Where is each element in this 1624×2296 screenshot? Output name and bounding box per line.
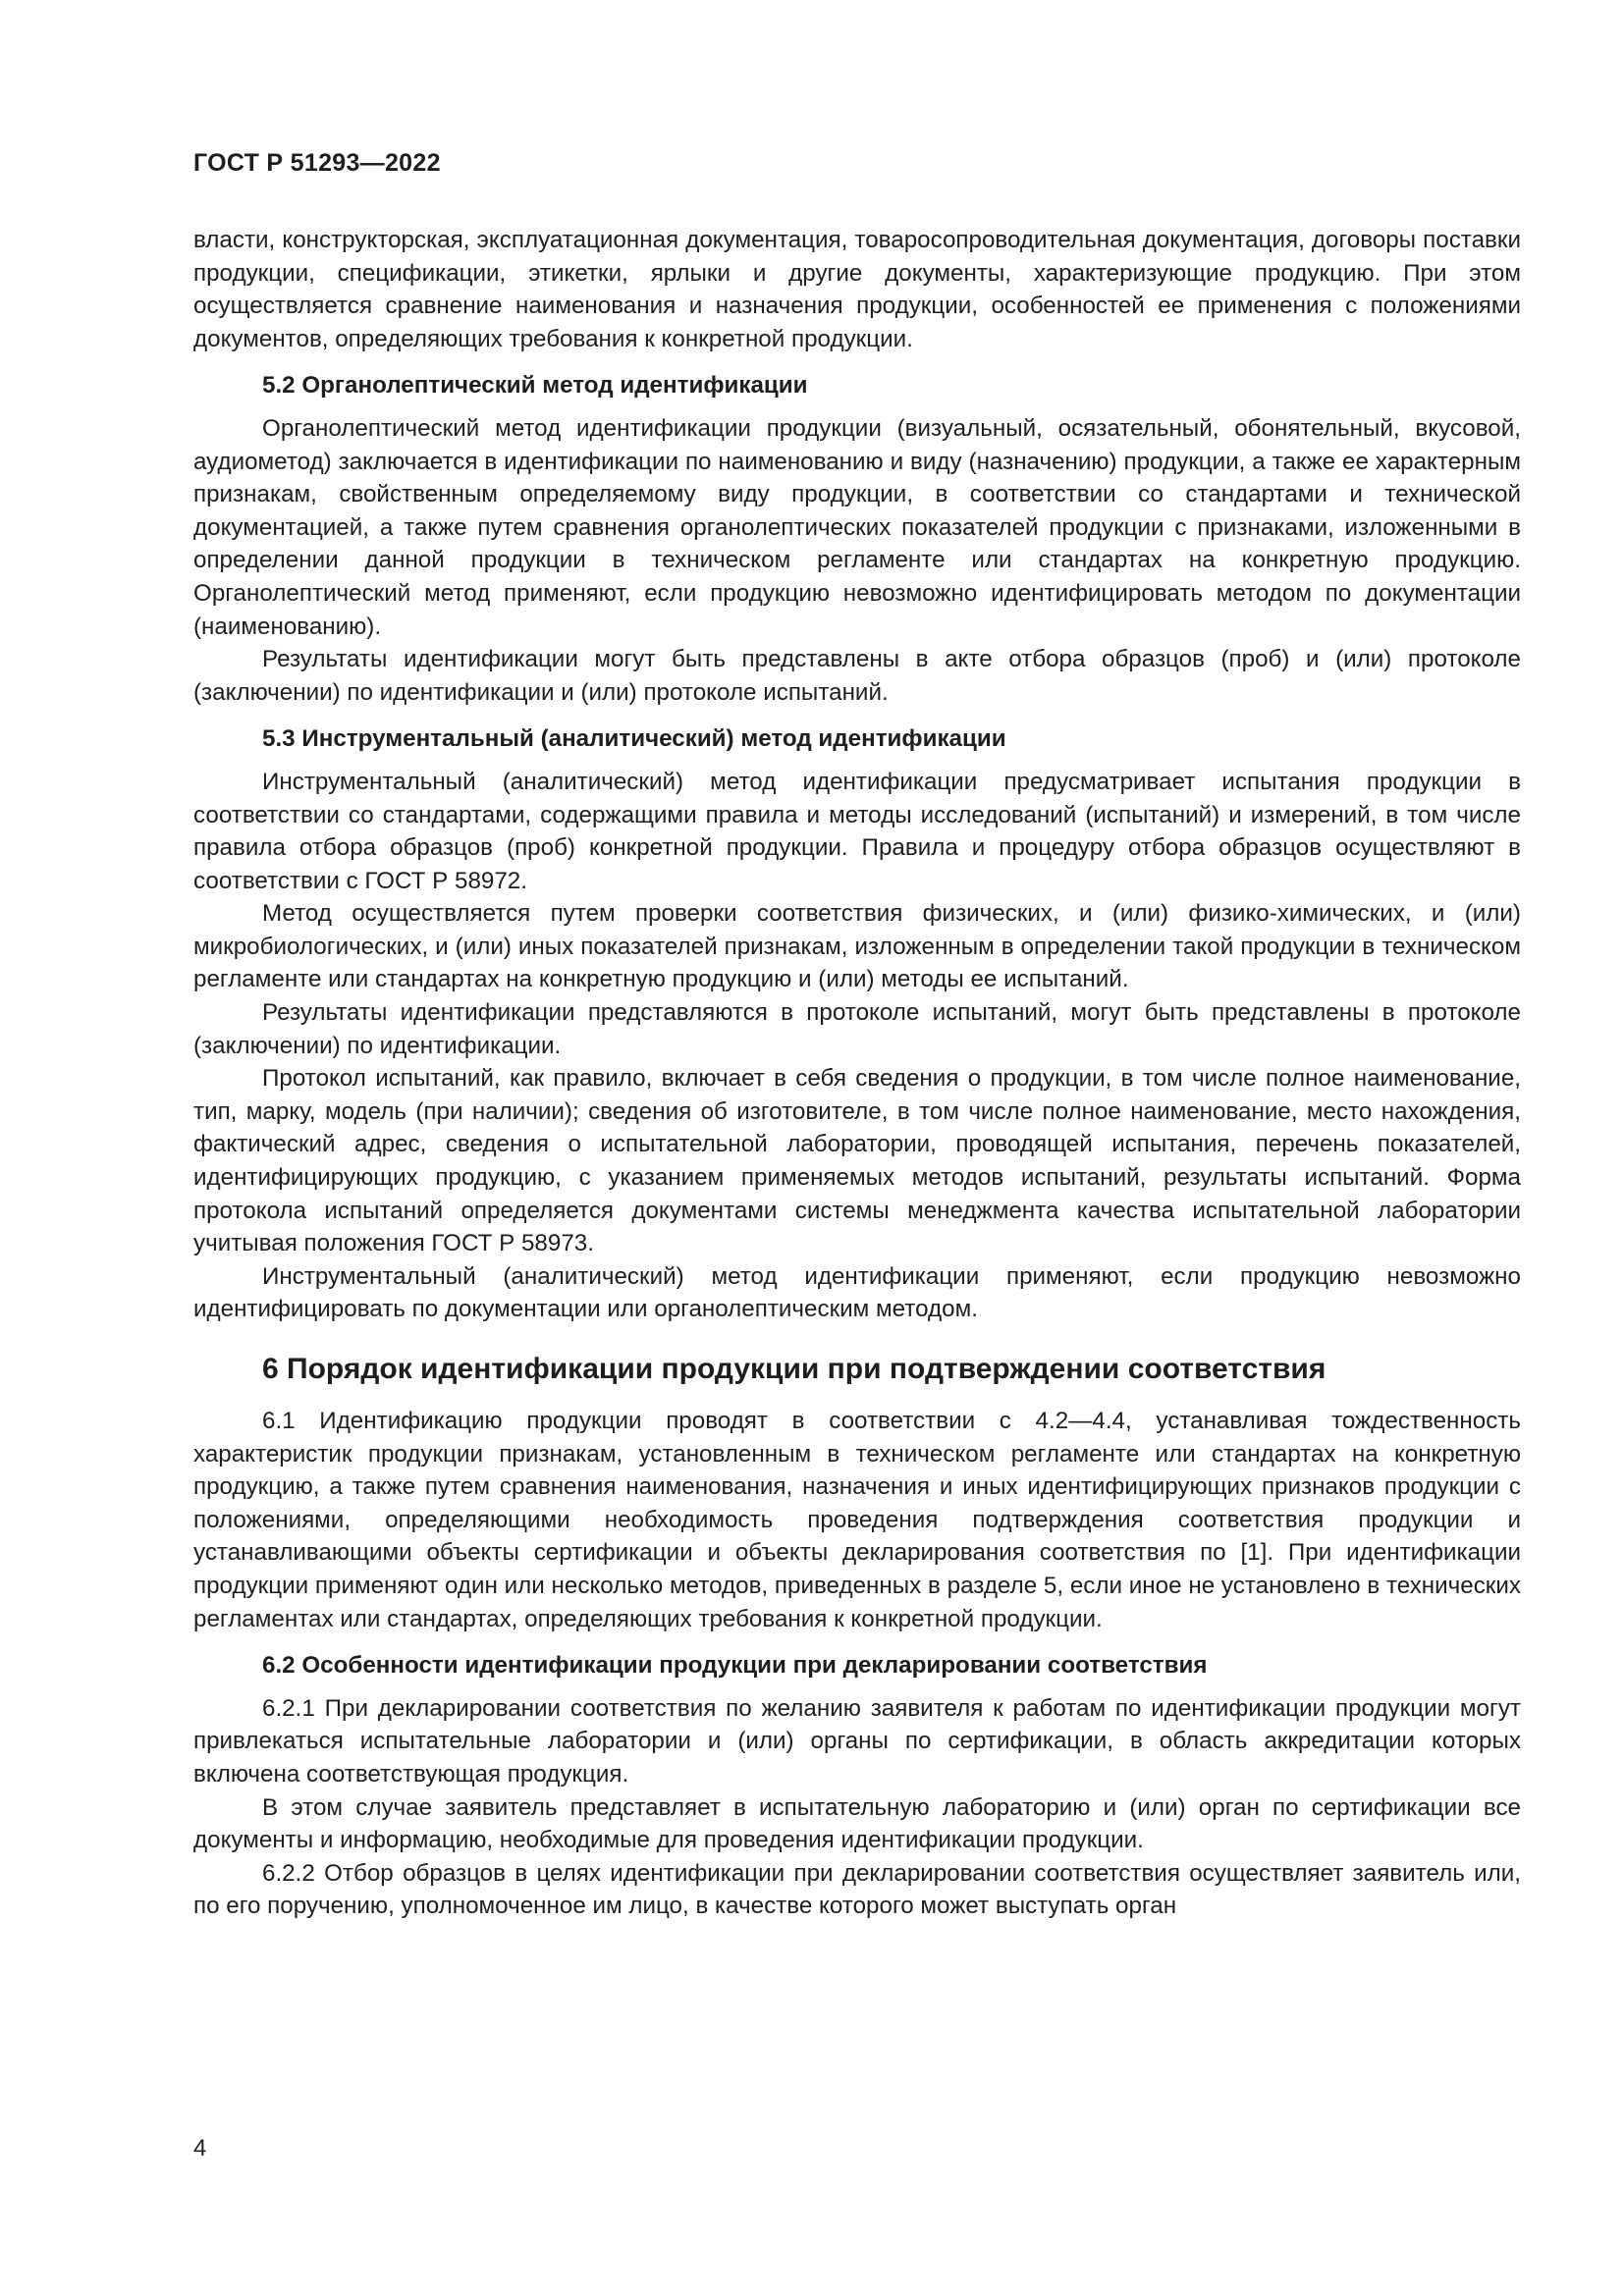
document-body bbox=[193, 224, 1521, 1923]
paragraph: В этом случае заявитель представляет в испытательную лабораторию и (или) орган по сертификации все документы и информацию, необходимые для проведения идентификации продукции. bbox=[193, 1793, 1521, 1854]
paragraph: Органолептический метод идентификации продукции (визуальный, осязательный, обонятельный, вкусовой, аудиометод) заключается в идентификации по наименованию и виду (назначению) продукции, а также ее характерным признакам, свойственным определяемому виду продукции, в соответствии со стандартами и технической документацией, а также путем сравнения органолептических показателей продукции с признаками, изложенными в определении данной продукции в техническом регламенте или стандартах на конкретную продукцию. Органолептический метод применяют, если продукцию невозможно идентифицировать методом по документации (наименованию). bbox=[193, 414, 1521, 640]
paragraph: Инструментальный (аналитический) метод идентификации применяют, если продукцию невозможно идентифицировать по документации или органолептическим методом. bbox=[193, 1262, 1521, 1323]
section-heading-6: 6 Порядок идентификации продукции при подтверждении соответствия bbox=[262, 1353, 1326, 1385]
paragraph: Протокол испытаний, как правило, включает в себя сведения о продукции, в том числе полное наименование, тип, марку, модель (при наличии); сведения об изготовителе, в том числе полное наименование, место нахождения, фактический адрес, сведения о испытательной лаборатории, проводящей испытания, перечень показателей, идентифицирующих продукцию, с указанием применяемых методов испытаний, результаты испытаний. Форма протокола испытаний определяется документами системы менеджмента качества испытательной лаборатории учитывая положения ГОСТ Р 58973. bbox=[193, 1065, 1521, 1257]
subsection-heading-5-3: 5.3 Инструментальный (аналитический) метод идентификации bbox=[262, 725, 1006, 753]
paragraph: Инструментальный (аналитический) метод идентификации предусматривает испытания продукции в соответствии со стандартами, содержащими правила и методы исследований (испытаний) и измерений, в том числе правила отбора образцов (проб) конкретной продукции. Правила и процедуру отбора образцов осуществляют в соответствии с ГОСТ Р 58972. bbox=[193, 768, 1521, 894]
paragraph: власти, конструкторская, эксплуатационная документация, товаросопроводительная документация, договоры поставки продукции, спецификации, этикетки, ярлыки и другие документы, характеризующие продукцию. При этом осуществляется сравнение наименования и назначения продукции, особенностей ее применения с положениями документов, определяющих требования к конкретной продукции. bbox=[193, 227, 1521, 352]
subsection-heading-5-2: 5.2 Органолептический метод идентификации bbox=[262, 372, 808, 400]
document-header: ГОСТ Р 51293—2022 bbox=[193, 149, 441, 177]
paragraph: Результаты идентификации представляются в протоколе испытаний, могут быть представлены в протоколе (заключении) по идентификации. bbox=[193, 999, 1521, 1059]
paragraph: Метод осуществляется путем проверки соответствия физических, и (или) физико-химических, и (или) микробиологических, и (или) иных показателей признакам, изложенным в определении такой продукции в техническом регламенте или стандартах на конкретную продукцию и (или) методы ее испытаний. bbox=[193, 900, 1521, 993]
paragraph: Результаты идентификации могут быть представлены в акте отбора образцов (проб) и (или) протоколе (заключении) по идентификации и (или) протоколе испытаний. bbox=[193, 646, 1521, 706]
paragraph: 6.1 Идентификацию продукции проводят в соответствии с 4.2—4.4, устанавливая тождественность характеристик продукции признакам, установленным в техническом регламенте или стандартах на конкретную продукцию, а также путем сравнения наименования, назначения и иных идентифицирующих признаков продукции с положениями, определяющими необходимость проведения подтверждения соответствия продукции и устанавливающими объекты сертификации и объекты декларирования соответствия по [1]. При идентификации продукции применяют один или несколько методов, приведенных в разделе 5, если иное не установлено в технических регламентах или стандартах, определяющих требования к конкретной продукции. bbox=[193, 1408, 1521, 1632]
paragraph: 6.2.2 Отбор образцов в целях идентификации при декларировании соответствия осуществляет заявитель или, по его поручению, уполномоченное им лицо, в качестве которого может выступать орган bbox=[193, 1859, 1521, 1920]
page-number: 4 bbox=[193, 2135, 207, 2162]
subsection-heading-6-2: 6.2 Особенности идентификации продукции при декларировании соответствия bbox=[262, 1652, 1208, 1680]
paragraph: 6.2.1 При декларировании соответствия по желанию заявителя к работам по идентификации продукции могут привлекаться испытательные лаборатории и (или) органы по сертификации, в область аккредитации которых включена соответствующая продукция. bbox=[193, 1694, 1521, 1788]
